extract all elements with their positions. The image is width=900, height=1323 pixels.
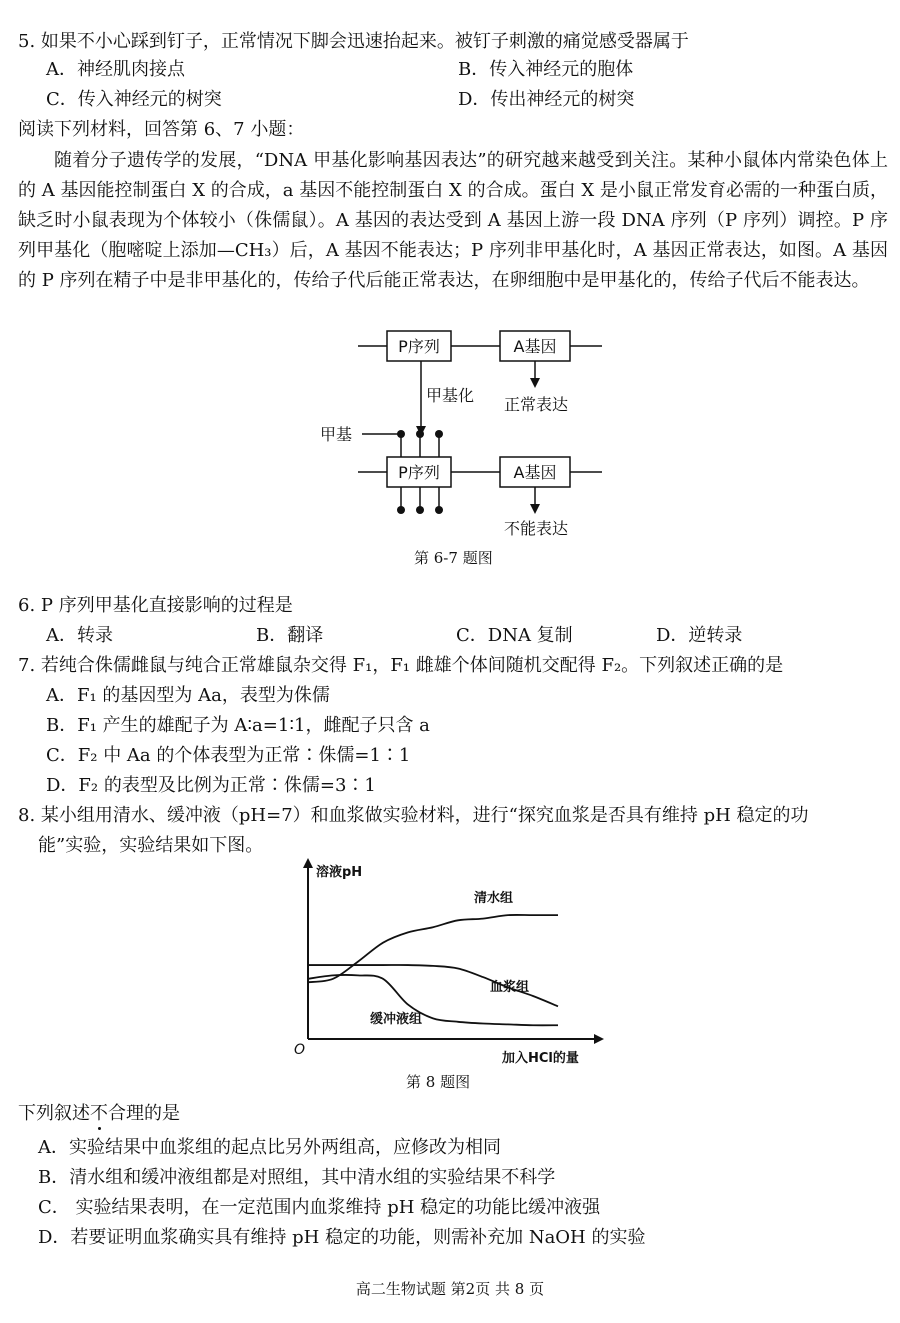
q5-option-d: D．传出神经元的树突 bbox=[458, 89, 635, 110]
chart-caption: 第 8 题图 bbox=[406, 1073, 471, 1091]
q8-option-b: B．清水组和缓冲液组都是对照组，其中清水组的实验结果不科学 bbox=[38, 1167, 556, 1188]
a-gene-label-top: A基因 bbox=[513, 337, 557, 356]
q5-option-c: C．传入神经元的树突 bbox=[46, 89, 222, 110]
q5-option-b: B．传入神经元的胞体 bbox=[458, 59, 634, 80]
series-label-0: 清水组 bbox=[474, 891, 514, 906]
x-axis-arrow bbox=[594, 1034, 604, 1044]
reading-intro: 阅读下列材料，回答第 6、7 小题： bbox=[18, 119, 305, 140]
q7-option-c: C．F₂ 中 Aa 的个体表型为正常∶侏儒=1∶1 bbox=[46, 745, 411, 766]
q8-lead bbox=[18, 1102, 180, 1126]
series-label-1: 血浆组 bbox=[490, 980, 530, 995]
q8-lead-emphasis: 不 bbox=[90, 1103, 108, 1124]
q8-option-a: A．实验结果中血浆组的起点比另外两组高，应修改为相同 bbox=[38, 1137, 501, 1158]
q8-lead-before: 下列叙述 bbox=[18, 1103, 90, 1124]
q8-lead-after: 合理的是 bbox=[108, 1103, 180, 1124]
q6-option-a: A．转录 bbox=[46, 625, 113, 646]
q8-stem-line2: 能”实验，实验结果如下图。 bbox=[38, 835, 264, 856]
q8-option-c: C． 实验结果表明，在一定范围内血浆维持 pH 稳定的功能比缓冲液强 bbox=[38, 1197, 601, 1218]
q8-stem-line1: 8. 某小组用清水、缓冲液（pH=7）和血浆做实验材料，进行“探究血浆是否具有维持 pH 稳定的功 bbox=[18, 805, 809, 826]
y-axis-label: 溶液pH bbox=[316, 865, 363, 880]
q6-stem: 6. P 序列甲基化直接影响的过程是 bbox=[18, 595, 293, 616]
q7-option-b: B．F₁ 产生的雄配子为 A∶a=1∶1，雌配子只含 a bbox=[46, 715, 430, 736]
p-seq-label-top: P序列 bbox=[398, 337, 440, 356]
cannot-express-label: 不能表达 bbox=[503, 519, 569, 538]
methylation-diagram bbox=[300, 322, 620, 548]
reading-passage-text: 随着分子遗传学的发展，“DNA 甲基化影响基因表达”的研究越来越受到关注。某种小鼠体内常染色体上的 A 基因能控制蛋白 X 的合成，a 基因不能控制蛋白 X 的合成。蛋白 X 是小鼠正常发育必需的一种蛋白质，缺乏时小鼠表现为个体较小（侏儒鼠）。A 基因的表达受到 A 基因上游一段 DNA 序列（P 序列）调控。P 序列甲基化（胞嘧啶上添加—CH₃）后，A 基因不能表达；P 序列非甲基化时，A 基因正常表达，如图。A 基因的 P 序列在精子中是非甲基化的，传给子代后能正常表达，在卵细胞中是甲基化的，传给子代后不能表达。 bbox=[18, 150, 888, 291]
q8-option-d: D．若要证明血浆确实具有维持 pH 稳定的功能，则需补充加 NaOH 的实验 bbox=[38, 1227, 646, 1248]
q5-option-a: A．神经肌肉接点 bbox=[46, 59, 185, 80]
page-footer: 高二生物试题 第2页 共 8 页 bbox=[355, 1280, 545, 1298]
origin-label: O bbox=[294, 1042, 306, 1058]
a-gene-label-bottom: A基因 bbox=[513, 463, 557, 482]
q7-option-a: A．F₁ 的基因型为 Aa，表型为侏儒 bbox=[46, 685, 330, 706]
q6-option-b: B．翻译 bbox=[256, 625, 324, 646]
q6-option-d: D．逆转录 bbox=[656, 625, 743, 646]
series-label-2: 缓冲液组 bbox=[370, 1012, 423, 1027]
q6-option-c: C．DNA 复制 bbox=[456, 625, 573, 646]
y-axis-arrow bbox=[303, 858, 313, 868]
ph-chart bbox=[290, 856, 620, 1072]
methyl-label: 甲基 bbox=[320, 425, 353, 444]
reading-passage bbox=[18, 146, 888, 296]
x-axis-label: 加入HCl的量 bbox=[502, 1051, 579, 1066]
q7-option-d: D．F₂ 的表型及比例为正常∶侏儒=3∶1 bbox=[46, 775, 376, 796]
q5-stem: 5. 如果不小心踩到钉子，正常情况下脚会迅速抬起来。被钉子刺激的痛觉感受器属于 bbox=[18, 31, 689, 52]
p-seq-label-bottom: P序列 bbox=[398, 463, 440, 482]
normal-expression-label: 正常表达 bbox=[503, 395, 569, 414]
methylation-label: 甲基化 bbox=[426, 386, 475, 405]
diagram-caption: 第 6-7 题图 bbox=[414, 549, 493, 567]
q7-stem: 7. 若纯合侏儒雌鼠与纯合正常雄鼠杂交得 F₁，F₁ 雌雄个体间随机交配得 F₂。下列叙述正确的是 bbox=[18, 655, 784, 676]
series-line-0 bbox=[308, 915, 558, 982]
